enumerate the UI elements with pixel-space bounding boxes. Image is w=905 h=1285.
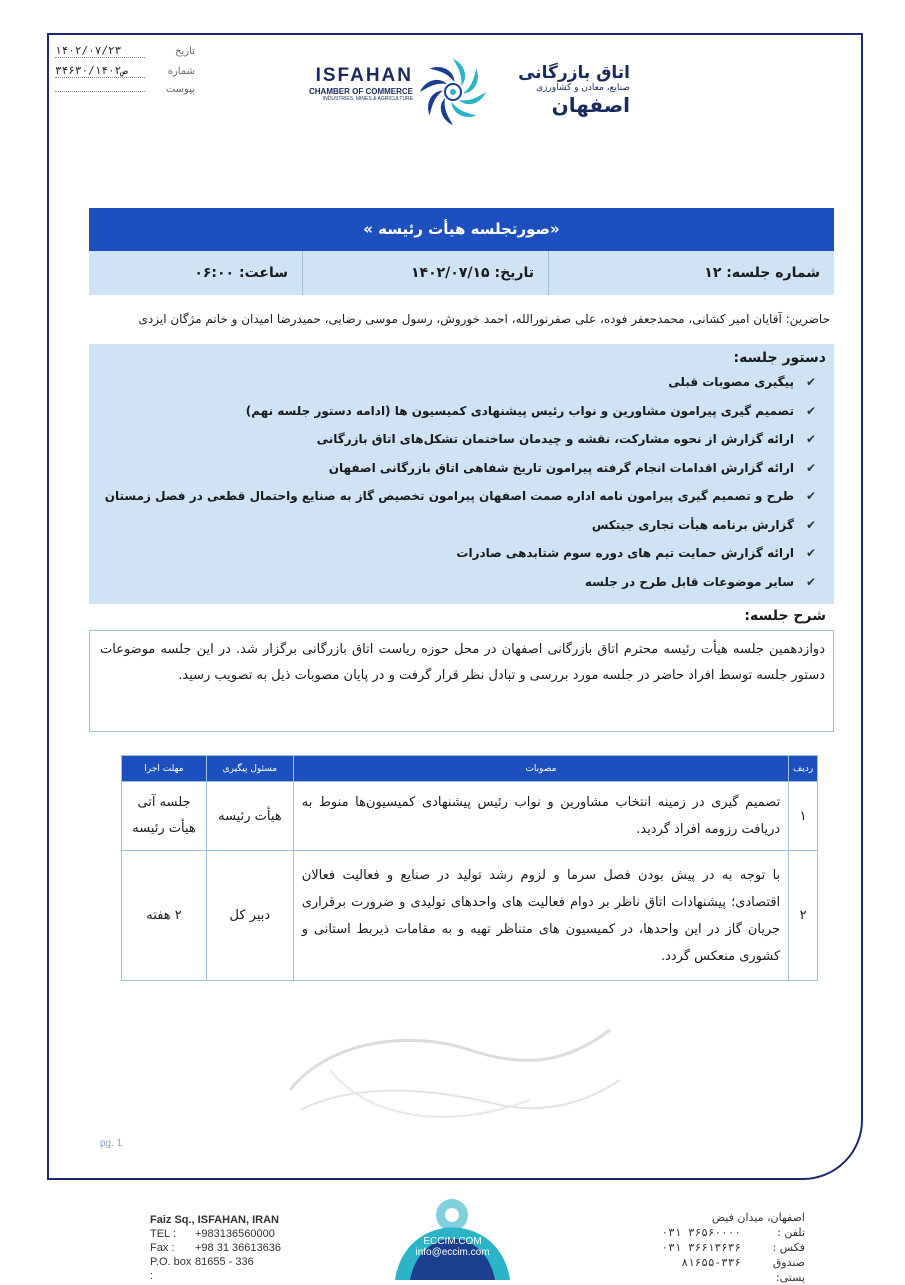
agenda-box bbox=[89, 344, 834, 604]
footer-fax-label: Fax : bbox=[150, 1242, 175, 1254]
logo-english-text bbox=[285, 65, 413, 102]
logo-en-sub: CHAMBER OF COMMERCE bbox=[309, 87, 413, 96]
logo-fa-line3: اصفهان bbox=[551, 93, 630, 117]
header-owner: مسئول پیگیری bbox=[207, 756, 294, 782]
footer-website-block bbox=[395, 1236, 510, 1258]
table-row bbox=[122, 851, 818, 981]
footer-fa-fax-value: ۰۳۱ ۳۶۶۱۳۶۳۶ bbox=[661, 1241, 741, 1254]
row-number: ۲ bbox=[789, 851, 818, 981]
footer-pobox-value: 81655 - 336 bbox=[195, 1256, 254, 1268]
resolutions-table bbox=[121, 755, 818, 981]
footer-fax-value: +98 31 36613636 bbox=[195, 1242, 281, 1254]
checkmark-icon: ✔ bbox=[805, 432, 816, 446]
footer-fa-fax-label: فکس : bbox=[772, 1241, 805, 1254]
agenda-heading: دستور جلسه: bbox=[733, 350, 826, 366]
meta-date-row bbox=[55, 44, 195, 64]
agenda-item-text: ارائه گزارش از نحوه مشارکت، نقشه و چیدمان ساختمان تشکل‌های اتاق بازرگانی bbox=[316, 432, 794, 446]
checkmark-icon: ✔ bbox=[805, 517, 816, 532]
header-resolution: مصوبات bbox=[293, 756, 788, 782]
footer-contact-fa bbox=[662, 1210, 805, 1285]
session-time: ساعت: ۰۶:۰۰ bbox=[194, 265, 288, 281]
agenda-item-text: ارائه گزارش حمایت تیم های دوره سوم شتابدهی صادرات bbox=[456, 546, 794, 560]
meta-attachment-label: پیوست bbox=[165, 84, 195, 95]
footer-fa-fax-row bbox=[662, 1240, 805, 1255]
logo-en-name: ISFAHAN bbox=[315, 65, 413, 86]
footer-pobox-label: P.O. box : bbox=[150, 1256, 192, 1282]
signature-scribble bbox=[270, 1010, 630, 1140]
chamber-emblem-icon bbox=[416, 55, 490, 129]
agenda-item bbox=[97, 425, 816, 454]
footer-tel-row bbox=[150, 1227, 281, 1241]
footer-fa-pobox-label: صندوق پستی: bbox=[772, 1256, 805, 1284]
agenda-list bbox=[97, 368, 826, 596]
meta-date-value: ۱۴۰۲/۰۷/۲۳ bbox=[55, 44, 145, 58]
agenda-item-text: تصمیم گیری پیرامون مشاورین و نواب رئیس پیشنهادی کمیسیون ها (ادامه دستور جلسه نهم) bbox=[245, 403, 794, 418]
footer-emblem bbox=[395, 1170, 510, 1280]
footer-tel-label: TEL : bbox=[150, 1228, 176, 1240]
meta-attachment-value bbox=[55, 91, 145, 92]
checkmark-icon: ✔ bbox=[805, 574, 816, 589]
session-number: شماره جلسه: ۱۲ bbox=[548, 251, 834, 295]
meta-attachment-row bbox=[55, 84, 195, 104]
session-date: تاریخ: ۱۴۰۲/۰۷/۱۵ bbox=[302, 251, 548, 295]
chamber-logo bbox=[285, 55, 630, 130]
resolution-text: با توجه به در پیش بودن فصل سرما و لزوم رشد تولید در صنایع و فعالیت فعالان اقتصادی؛ پیشنهادات اتاق ناظر بر دوام فعالیت های واحدهای تولیدی و ضرورت برقراری جریان گاز در این واحدها، در کمیسیون های متناظر تهیه و به مقامات ذیربط استانی و کشوری منعکس گردد. bbox=[293, 851, 788, 981]
header-deadline: مهلت اجرا bbox=[122, 756, 207, 782]
footer-pobox-row bbox=[150, 1255, 281, 1283]
agenda-item bbox=[97, 397, 816, 426]
logo-en-sub2: INDUSTRIES, MINES & AGRICULTURE bbox=[322, 96, 413, 102]
agenda-item bbox=[97, 511, 816, 540]
meta-number-value: ۳۴۶۳۰/ص۱۴۰۲ bbox=[55, 64, 145, 78]
document-title: «صورتجلسه هیأت رئیسه » bbox=[89, 208, 834, 251]
resolution-deadline: جلسه آتی هیأت رئیسه bbox=[122, 782, 207, 851]
footer-fa-tel-row bbox=[662, 1225, 805, 1240]
footer-website[interactable]: ECCIM.COM bbox=[423, 1236, 482, 1247]
letter-meta bbox=[55, 44, 195, 104]
meta-number-row bbox=[55, 64, 195, 84]
table-header-row bbox=[122, 756, 818, 782]
agenda-item bbox=[97, 368, 816, 397]
resolution-owner: هیأت رئیسه bbox=[207, 782, 294, 851]
footer-fa-tel-value: ۰۳۱ ۳۶۵۶۰۰۰۰ bbox=[661, 1226, 741, 1239]
attendees-line: حاضرین: آقایان امیر کشانی، محمدجعفر فوده، علی صفرنورالله، احمد خوروش، رسول موسی رضایی، حمیدرضا امیدان و خانم مژگان ایزدی bbox=[138, 312, 830, 326]
resolution-owner: دبیر کل bbox=[207, 851, 294, 981]
meta-date-label: تاریخ bbox=[175, 46, 195, 57]
agenda-item bbox=[97, 539, 816, 568]
description-heading: شرح جلسه: bbox=[744, 608, 826, 624]
agenda-item bbox=[97, 454, 816, 483]
row-number: ۱ bbox=[789, 782, 818, 851]
checkmark-icon: ✔ bbox=[805, 460, 816, 475]
footer-contact-en bbox=[150, 1213, 281, 1283]
checkmark-icon: ✔ bbox=[805, 403, 816, 418]
agenda-item bbox=[97, 482, 816, 511]
footer-email[interactable]: info@eccim.com bbox=[415, 1247, 490, 1258]
resolution-text: تصمیم گیری در زمینه انتخاب مشاورین و نواب رئیس پیشنهادی کمیسیون‌ها منوط به دریافت رزومه افراد گردید. bbox=[293, 782, 788, 851]
checkmark-icon: ✔ bbox=[805, 375, 816, 389]
agenda-item-text: پیگیری مصوبات قبلی bbox=[668, 375, 794, 389]
resolution-deadline: ۲ هفته bbox=[122, 851, 207, 981]
meta-number-label: شماره bbox=[167, 66, 195, 77]
agenda-item bbox=[97, 568, 816, 597]
page-frame bbox=[47, 33, 863, 1180]
footer-fax-row bbox=[150, 1241, 281, 1255]
logo-persian-text bbox=[495, 63, 630, 117]
checkmark-icon: ✔ bbox=[805, 546, 816, 560]
footer-address-fa: اصفهان، میدان فیض bbox=[711, 1211, 805, 1224]
footer-fa-pobox-row bbox=[662, 1255, 805, 1285]
agenda-item-text: ارائه گزارش اقدامات انجام گرفته پیرامون تاریخ شفاهی اتاق بازرگانی اصفهان bbox=[328, 460, 794, 475]
table-row bbox=[122, 782, 818, 851]
agenda-item-text: گزارش برنامه هیأت تجاری جیتکس bbox=[591, 517, 794, 532]
footer-tel-value: +983136560000 bbox=[195, 1228, 275, 1240]
header-row-number: ردیف bbox=[789, 756, 818, 782]
agenda-item-text: سایر موضوعات قابل طرح در جلسه bbox=[584, 574, 794, 589]
session-info-row bbox=[89, 251, 834, 295]
footer-fa-tel-label: تلفن : bbox=[777, 1226, 805, 1239]
description-text: دوازدهمین جلسه هیأت رئیسه محترم اتاق بازرگانی اصفهان در محل حوزه ریاست اتاق بازرگانی برگزار شد. در این جلسه موضوعات دستور جلسه توسط افراد حاضر در جلسه مورد بررسی و تبادل نظر قرار گرفت و در پایان مصوبات ذیل به تصویب رسید. bbox=[89, 630, 834, 732]
logo-fa-line2: صنایع، معادن و کشاورزی bbox=[536, 83, 630, 93]
checkmark-icon: ✔ bbox=[805, 489, 816, 503]
footer-emblem-icon bbox=[395, 1170, 510, 1280]
footer-fa-pobox-value: ۸۱۶۵۵-۳۳۶ bbox=[681, 1256, 741, 1269]
agenda-item-text: طرح و تصمیم گیری پیرامون نامه اداره صمت اصفهان پیرامون تخصیص گاز به صنایع واحتمال قطعی در فصل زمستان bbox=[104, 489, 794, 503]
logo-fa-line1: اتاق بازرگانی bbox=[518, 63, 630, 83]
page-number: pg. 1 bbox=[100, 1138, 123, 1149]
footer-address-en: Faiz Sq., ISFAHAN, IRAN bbox=[150, 1214, 279, 1226]
